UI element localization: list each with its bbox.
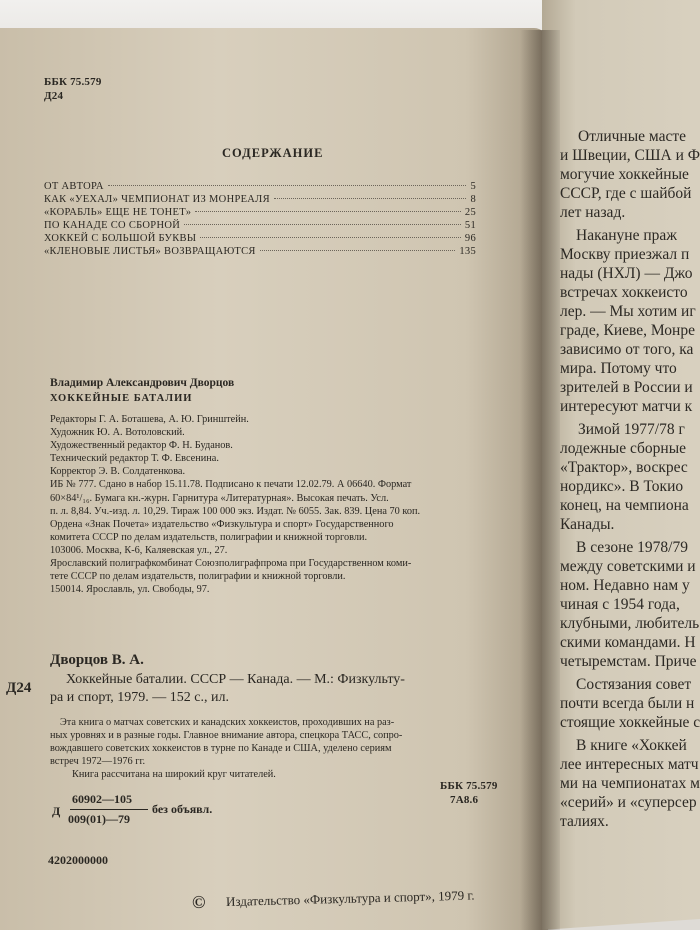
credit-line: ИБ № 777. Сдано в набор 15.11.78. Подписано к печати 12.02.79. А 06640. Формат [50,479,412,491]
text-line: мира. Потому что [560,360,677,377]
book-title-caps: ХОККЕЙНЫЕ БАТАЛИИ [50,393,193,404]
catalog-description-line: Хоккейные баталии. СССР — Канада. — М.: Физкульту- [66,672,405,687]
credit-line: Ордена «Знак Почета» издательство «Физкультура и спорт» Государственного [50,518,394,530]
text-line: граде, Киеве, Монре [560,322,695,339]
text-line: «Трактор», воскрес [560,459,688,476]
credit-line: Технический редактор Т. Ф. Евсенина. [50,453,219,465]
author-full-name: Владимир Александрович Дворцов [50,377,235,389]
toc-item-title: ОТ АВТОРА [44,181,104,192]
credit-line: Корректор Э. В. Солдатенкова. [50,466,186,478]
toc-item [44,233,476,244]
catalog-description-line: ра и спорт, 1979. — 152 с., ил. [50,690,229,705]
text-line: нады (НХЛ) — Джо [560,265,693,282]
credit-line: Ярославский полиграфкомбинат Союзполиграфпрома при Государственном коми- [50,558,412,570]
text-line: стоящие хоккейные с [560,714,700,731]
text-line: четыремстам. Приче [560,653,697,670]
text-line: лет назад. [560,204,626,221]
text-line: лодежные сборные [560,440,687,457]
credit-line: Художественный редактор Ф. Н. Буданов. [50,440,233,452]
abstract-line: встреч 1972—1976 гг. [50,756,146,768]
text-line: чиная с 1954 года, [560,596,680,613]
text-line: клубными, любитель [560,615,700,632]
abstract-line: Книга рассчитана на широкий круг читателей. [72,769,276,781]
class-code-bottom: 7А8.6 [450,794,479,806]
credit-line: Художник Ю. А. Вотоловский. [50,427,185,439]
abstract-line: Эта книга о матчах советских и канадских хоккеистов, проходивших на раз- [60,717,395,728]
toc-item-page: 51 [464,220,476,231]
fraction-denominator: 009(01)—79 [68,812,130,826]
fraction-numerator: 60902—105 [72,792,132,806]
toc-item-page: 96 [464,233,476,244]
text-line: Канады. [560,516,615,533]
credit-line: 60×84¹/₁₆. Бумага кн.-журн. Гарнитура «Литературная». Высокая печать. Усл. [50,492,389,504]
abstract-line: ных уровнях и в разные годы. Главное внимание автора, спецкора ТАСС, сопро- [50,730,403,742]
text-line: и Швеции, США и Ф [560,147,700,164]
credit-line: п. л. 8,84. Уч.-изд. л. 10,29. Тираж 100 000 экз. Издат. № 6055. Зак. 839. Цена 70 коп. [50,505,421,517]
credit-line: комитета СССР по делам издательств, полиграфии и книжной торговли. [50,531,368,543]
text-line: Состязания совет [576,676,692,693]
toc-item [44,220,476,231]
toc-item-title: КАК «УЕХАЛ» ЧЕМПИОНАТ ИЗ МОНРЕАЛЯ [44,194,270,205]
text-line: лер. — Мы хотим иг [560,303,696,320]
text-line: зависимо от того, ка [560,341,694,358]
text-line: Накануне праж [576,227,677,244]
toc-item-page: 5 [470,181,476,192]
text-line: зрителей в России и [560,379,693,396]
text-line: ном. Недавно нам у [560,577,690,594]
credit-line: Редакторы Г. А. Боташева, А. Ю. Гринштейн. [50,414,249,425]
text-line: конец, на чемпиона [560,497,689,514]
abstract-block [50,716,403,781]
toc-item [44,181,476,192]
text-line: В книге «Хоккей [576,737,687,754]
catalog-index: Д24 [6,680,32,696]
text-line: В сезоне 1978/79 [576,539,688,556]
index-code-top: Д24 [44,90,64,102]
text-line: встречах хоккеисто [560,284,688,301]
toc-item [44,207,476,218]
toc-item [44,246,476,257]
text-line: между советскими и [560,558,696,575]
catalog-author: Дворцов В. А. [50,652,144,668]
toc-item [44,194,476,205]
toc-item-title: ХОККЕЙ С БОЛЬШОЙ БУКВЫ [44,233,197,244]
copyright-symbol: © [192,892,206,912]
price-note: без объявл. [152,802,213,816]
text-line: почти всегда были н [560,695,695,712]
isbn-code: 4202000000 [48,853,108,867]
abstract-line: вождавшего советских хоккеистов в турне по Канаде и США, уделено сериям [50,743,392,755]
toc-item-title: «КЛЕНОВЫЕ ЛИСТЬЯ» ВОЗВРАЩАЮТСЯ [44,246,256,257]
text-line: Зимой 1977/78 г [578,421,685,438]
book-gutter [520,30,560,930]
copyright-text: Издательство «Физкультура и спорт», 1979 г. [225,887,475,909]
text-line: ми на чемпионатах м [560,775,700,792]
text-line: «серий» и «суперсер [560,794,697,811]
bbk-code-bottom: ББК 75.579 [440,780,498,792]
text-line: СССР, где с шайбой [560,185,692,202]
toc-item-title: «КОРАБЛЬ» ЕЩЕ НЕ ТОНЕТ» [44,207,192,218]
contents-title: СОДЕРЖАНИЕ [222,146,324,160]
credit-line: тете СССР по делам издательств, полиграфии и книжной торговли. [50,571,346,583]
d-letter: Д [52,804,61,818]
text-line: лее интересных матч [560,756,699,773]
toc-item-page: 8 [470,194,476,205]
toc-item-title: ПО КАНАДЕ СО СБОРНОЙ [44,220,181,231]
credit-line: 103006. Москва, К-6, Каляевская ул., 27. [50,544,228,556]
bbk-code-top: ББК 75.579 [44,76,102,88]
text-line: нордикс». В Токио [560,478,684,495]
text-line: интересуют матчи к [560,398,693,415]
text-line: Москву приезжал п [560,246,690,263]
credit-line: 150014. Ярославль, ул. Свободы, 97. [50,584,210,596]
credits-block [50,413,420,596]
text-line: скими командами. Н [560,634,696,651]
toc-item-page: 25 [464,207,476,218]
text-line: талиях. [560,813,609,830]
text-line: могучие хоккейные [560,166,689,183]
fraction-line [70,809,148,810]
toc-item-page: 135 [459,246,476,257]
text-line: Отличные масте [578,128,686,145]
